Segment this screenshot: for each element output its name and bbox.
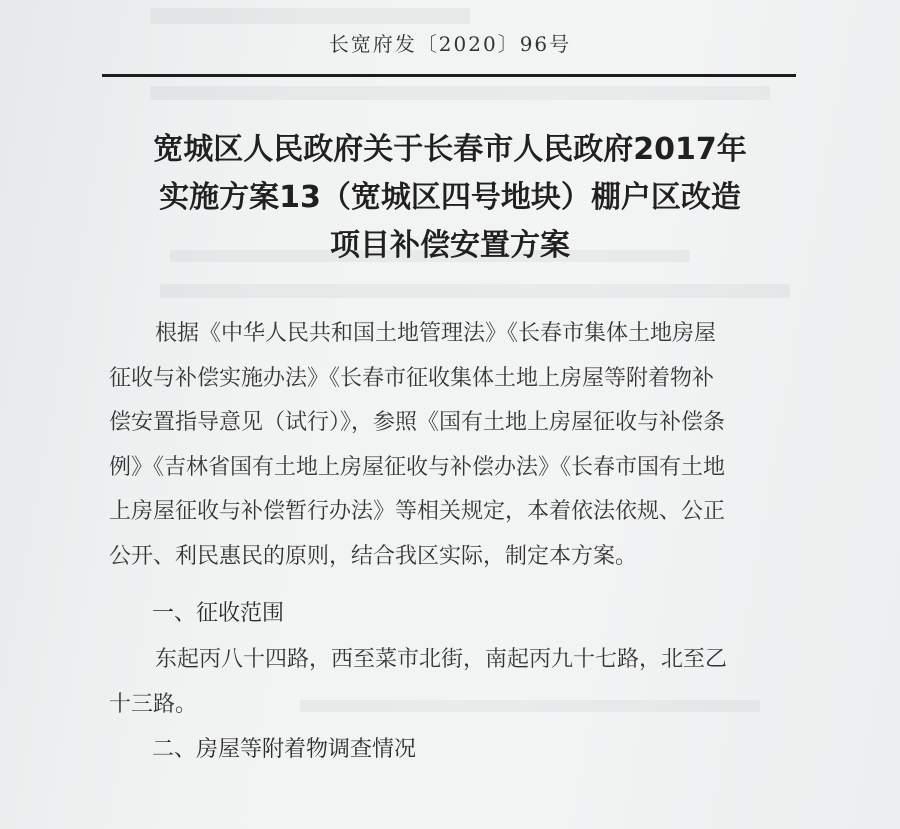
document-title — [80, 126, 820, 270]
paragraph-line: 根据《中华人民共和国土地管理法》《长春市集体土地房屋 — [155, 321, 717, 346]
paragraph-line: 公开、利民惠民的原则，结合我区实际，制定本方案。 — [109, 543, 638, 569]
section-heading: 二、房屋等附着物调查情况 — [152, 737, 417, 762]
document-number: 长宽府发〔2020〕96号 — [328, 32, 572, 56]
paragraph-line: 征收与补偿实施办法》《长春市征收集体土地上房屋等附着物补 — [109, 365, 715, 391]
section-heading: 一、征收范围 — [152, 601, 285, 626]
paragraph-line: 偿安置指导意见（试行）》，参照《国有土地上房屋征收与补偿条 — [109, 410, 726, 436]
title-line: 项目补偿安置方案 — [330, 228, 570, 263]
bleed-through-mark — [150, 86, 770, 100]
paragraph-line: 十三路。 — [109, 691, 198, 717]
bleed-through-mark — [160, 284, 790, 298]
header-rule — [102, 74, 796, 77]
paragraph-line: 上房屋征收与补偿暂行办法》等相关规定，本着依法依规、公正 — [109, 499, 726, 525]
paragraph-line: 例》《吉林省国有土地上房屋征收与补偿办法》《长春市国有土地 — [109, 454, 726, 480]
paragraph-line: 东起丙八十四路，西至菜市北街，南起丙九十七路，北至乙 — [155, 647, 728, 672]
bleed-through-mark — [150, 8, 470, 24]
title-line: 实施方案13（宽城区四号地块）棚户区改造 — [159, 180, 741, 215]
title-line: 宽城区人民政府关于长春市人民政府2017年 — [153, 132, 747, 167]
section-paragraph — [109, 638, 799, 727]
intro-paragraph — [109, 312, 799, 580]
